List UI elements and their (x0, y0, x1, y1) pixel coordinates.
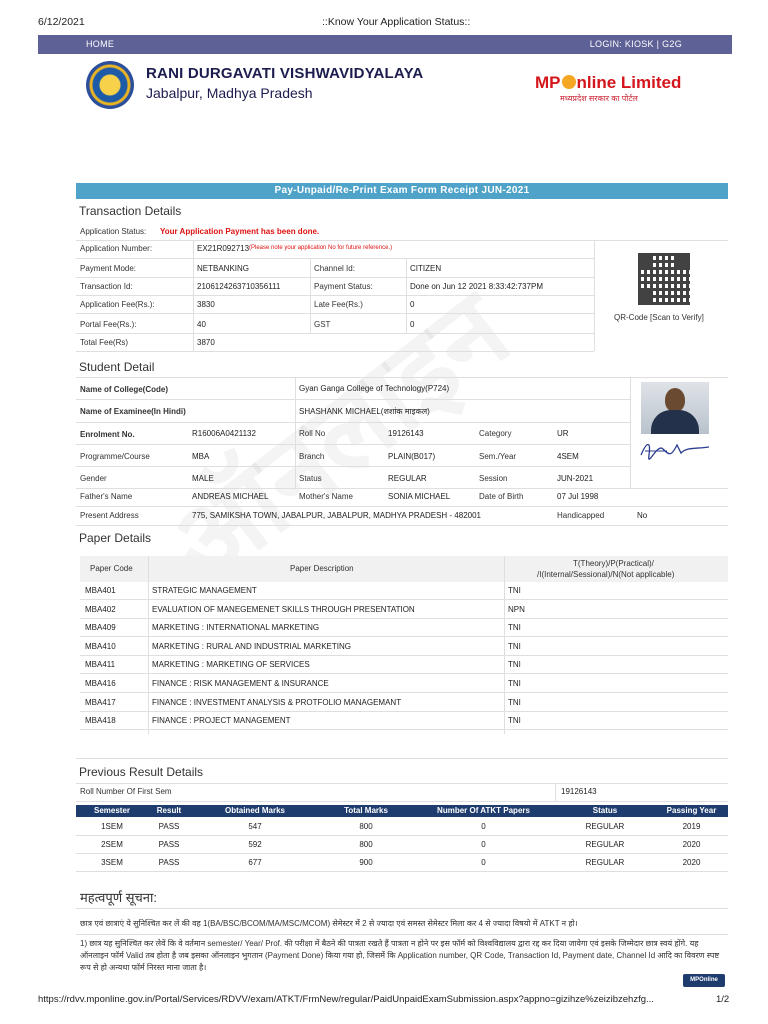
paper-desc-header: Paper Description (290, 564, 354, 573)
table-row-divider (80, 599, 728, 600)
table-row-divider (80, 692, 728, 693)
paper-type-cell: TNI (508, 679, 521, 688)
divider (76, 908, 728, 909)
paper-desc-cell: FINANCE : INVESTMENT ANALYSIS & PROTFOLIO MANAGEMANT (152, 697, 402, 707)
divider (148, 556, 149, 734)
paper-type-cell: NPN (508, 604, 525, 614)
transaction-heading: Transaction Details (79, 204, 182, 218)
paper-type-cell: TNI (508, 697, 521, 707)
paper-code-cell: MBA409 (85, 623, 116, 633)
result-cell: 2020 (682, 840, 701, 849)
result-cell: 0 (481, 840, 486, 849)
session-label: Session (479, 474, 508, 483)
paper-code-cell: MBA416 (85, 679, 116, 688)
notice-line-1: छात्र एवं छात्राएं ये सुनिश्चित कर लें की वह 1(BA/BSC/BCOM/MA/MSC/MCOM) सेमेस्टर में 2 से ज्यादा एवं समस्त सेमेस्टर मिला कर 4 से ज्यादा विषयो में ATKT न हो। (80, 919, 578, 928)
father-name-label: Father's Name (80, 492, 133, 501)
paper-code-cell: MBA401 (85, 586, 116, 595)
divider (76, 240, 728, 241)
handicapped-value: No (637, 511, 648, 520)
divider (76, 934, 728, 935)
print-date: 6/12/2021 (38, 16, 85, 28)
paper-code-header: Paper Code (90, 564, 133, 573)
result-cell: 0 (481, 822, 486, 831)
status-label: Status (299, 474, 322, 483)
paper-type-header-2: /I(Internal/Sessional)/N(Not applicable) (537, 570, 675, 579)
late-fee-label: Late Fee(Rs.) (314, 300, 363, 309)
portal-fee-label: Portal Fee(Rs.): (80, 320, 137, 329)
divider (76, 488, 728, 489)
category-value: UR (557, 429, 569, 438)
qr-code-icon[interactable] (638, 253, 690, 305)
paper-desc-cell: MARKETING : RURAL AND INDUSTRIAL MARKETING (152, 641, 351, 651)
table-row-divider (80, 729, 728, 730)
divider (76, 399, 630, 400)
enrolment-value: R16006A0421132 (192, 429, 256, 438)
divider (76, 422, 630, 423)
first-sem-roll-value: 19126143 (561, 787, 597, 796)
gender-label: Gender (80, 474, 107, 483)
result-cell: 800 (359, 822, 373, 831)
result-cell: PASS (158, 840, 180, 849)
divider (504, 556, 505, 734)
result-column-header: Semester (93, 806, 131, 815)
college-value: Gyan Ganga College of Technology(P724) (299, 384, 450, 393)
paper-type-cell: TNI (508, 623, 521, 633)
divider (310, 258, 311, 333)
programme-label: Programme/Course (80, 452, 150, 461)
examinee-value: SHASHANK MICHAEL(शशांक माइकल) (299, 407, 430, 416)
divider (295, 377, 296, 488)
application-status-label: Application Status: (80, 227, 147, 236)
paper-code-cell: MBA417 (85, 697, 116, 707)
result-cell: 547 (248, 822, 262, 831)
result-column-header: Passing Year (666, 806, 717, 815)
roll-label: Roll No (299, 429, 326, 438)
site-header (38, 55, 732, 121)
handicapped-label: Handicapped (557, 511, 605, 520)
transaction-id-label: Transaction Id: (80, 282, 133, 291)
paper-desc-cell: EVALUATION OF MANEGEMENET SKILLS THROUGH PRESENTATION (152, 604, 415, 614)
examinee-label: Name of Examinee(In Hindi) (80, 407, 186, 416)
result-column-header: Total Marks (344, 806, 388, 815)
divider (193, 240, 194, 351)
table-row-divider (80, 636, 728, 637)
paper-type-cell: TNI (508, 716, 521, 726)
mother-name-value: SONIA MICHAEL (388, 492, 451, 501)
divider (555, 783, 556, 801)
address-label: Present Address (80, 511, 139, 520)
divider (406, 258, 407, 333)
table-row-divider (76, 835, 728, 836)
mponline-logo: MP nline Limited (535, 73, 682, 92)
qr-caption: QR-Code [Scan to Verify] (614, 313, 704, 322)
receipt-title: Pay-Unpaid/Re-Print Exam Form Receipt JUN-2021 (76, 183, 728, 199)
university-name: RANI DURGAVATI VISHWAVIDYALAYA (146, 65, 424, 82)
application-status-value: Your Application Payment has been done. (160, 227, 320, 236)
paper-code-cell: MBA410 (85, 641, 116, 651)
category-label: Category (479, 429, 512, 438)
programme-value: MBA (192, 452, 210, 461)
divider (76, 783, 728, 784)
roll-value: 19126143 (388, 429, 424, 438)
divider (76, 758, 728, 759)
table-row-divider (80, 618, 728, 619)
status-value: REGULAR (388, 474, 427, 483)
table-row-divider (80, 711, 728, 712)
mother-name-label: Mother's Name (299, 492, 353, 501)
application-fee-value: 3830 (197, 300, 215, 309)
student-heading: Student Detail (79, 360, 155, 374)
application-number-value: EX21R092713 (197, 244, 250, 253)
paper-type-cell: TNI (508, 641, 521, 651)
student-photo (641, 382, 709, 434)
divider (630, 377, 631, 488)
total-fee-label: Total Fee(Rs) (80, 338, 129, 347)
college-label: Name of College(Code) (80, 385, 169, 394)
university-city: Jabalpur, Madhya Pradesh (146, 85, 313, 101)
notice-line-2: 1) छात्र यह सुनिश्चित कर लेवें कि वे वर्तमान semester/ Year/ Prof. की परीक्षा में बैठने की पात्रता रखते हैं पात्रता न होने पर इस फॉर्म को विश्वविद्यालय द्वारा रद्द कर दिया जावेगा एवं इसके जिम्मेदार छात्र स्वयं होंगे. यह ऑनलाइन फॉर्म Valid तब होता है जब इसका ऑनलाइन भुगतान (Payment Done) किया गया हो, जिसमें कि Application number, QR Code, Transaction Id, Payment date, Channel Id आदि का विवरण स्पष्ट रूप से हो अन्यथा फॉर्म निरस्त माना जाता है। (80, 939, 720, 972)
table-row-divider (80, 673, 728, 674)
dob-label: Date of Birth (479, 492, 524, 501)
result-cell: 800 (359, 840, 373, 849)
divider (594, 240, 595, 351)
result-column-header: Number Of ATKT Papers (437, 806, 530, 815)
result-cell: 3SEM (101, 858, 123, 867)
divider (76, 801, 728, 802)
father-name-value: ANDREAS MICHAEL (192, 492, 269, 501)
nav-home-link[interactable]: HOME (86, 39, 115, 49)
result-column-header: Result (156, 806, 182, 815)
divider (76, 466, 630, 467)
mponline-globe-icon (562, 75, 576, 89)
paper-type-cell: TNI (508, 660, 521, 670)
paper-heading: Paper Details (79, 531, 152, 545)
student-signature (637, 437, 713, 463)
result-heading: Previous Result Details (79, 765, 204, 779)
result-cell: 2020 (682, 858, 701, 867)
result-column-header: Obtained Marks (224, 806, 285, 815)
branch-label: Branch (299, 452, 325, 461)
application-fee-label: Application Fee(Rs.): (80, 300, 155, 309)
table-row-divider (76, 871, 728, 872)
nav-login-link[interactable]: LOGIN: KIOSK | G2G (589, 39, 682, 49)
result-cell: 592 (248, 840, 262, 849)
first-sem-roll-label: Roll Number Of First Sem (80, 787, 172, 796)
total-fee-value: 3870 (197, 338, 215, 347)
mponline-badge: MPOnline (683, 974, 725, 987)
payment-mode-label: Payment Mode: (80, 264, 137, 273)
result-cell: 0 (481, 858, 486, 867)
result-cell: 900 (359, 858, 373, 867)
payment-mode-value: NETBANKING (197, 264, 250, 273)
paper-type-cell: TNI (508, 586, 521, 595)
transaction-id-value: 2106124263710356111 (197, 282, 281, 291)
gst-label: GST (314, 320, 331, 329)
result-cell: REGULAR (585, 840, 625, 849)
divider (76, 444, 630, 445)
university-logo-icon (86, 61, 134, 109)
gst-value: 0 (410, 320, 415, 329)
paper-desc-cell: MARKETING : MARKETING OF SERVICES (152, 660, 310, 670)
result-cell: REGULAR (585, 822, 625, 831)
divider (76, 295, 594, 296)
divider (76, 506, 728, 507)
print-page-number: 1/2 (716, 994, 730, 1005)
result-cell: REGULAR (585, 858, 625, 867)
result-cell: 2SEM (101, 840, 123, 849)
mponline-tagline: मध्यप्रदेश सरकार का पोर्टल (560, 94, 638, 103)
divider (76, 277, 594, 278)
session-value: JUN-2021 (557, 474, 594, 483)
paper-desc-cell: FINANCE : PROJECT MANAGEMENT (152, 716, 291, 726)
result-cell: 677 (248, 858, 262, 867)
gender-value: MALE (192, 474, 214, 483)
application-number-note: (Please note your application No for future reference.) (249, 245, 393, 251)
address-value: 775, SAMIKSHA TOWN, JABALPUR, JABALPUR, MADHYA PRADESH - 482001 (192, 511, 481, 520)
divider (76, 351, 594, 352)
result-cell: PASS (158, 858, 180, 867)
paper-code-cell: MBA418 (85, 716, 116, 726)
result-column-header: Status (592, 806, 618, 815)
paper-desc-cell: MARKETING : INTERNATIONAL MARKETING (152, 623, 320, 633)
notice-heading: महत्वपूर्ण सूचना: (80, 890, 157, 905)
sem-value: 4SEM (557, 452, 579, 461)
divider (76, 258, 594, 259)
top-nav-bar (38, 35, 732, 54)
divider (76, 525, 728, 526)
table-row-divider (76, 853, 728, 854)
result-cell: 1SEM (101, 822, 123, 831)
print-title: ::Know Your Application Status:: (322, 16, 471, 28)
dob-value: 07 Jul 1998 (557, 492, 599, 501)
result-cell: PASS (158, 822, 180, 831)
payment-status-value: Done on Jun 12 2021 8:33:42:737PM (410, 282, 543, 291)
paper-type-header-1: T(Theory)/P(Practical)/ (573, 559, 654, 568)
paper-desc-cell: STRATEGIC MANAGEMENT (152, 586, 257, 595)
branch-value: PLAIN(B017) (388, 452, 436, 461)
divider (76, 333, 594, 334)
sem-label: Sem./Year (479, 452, 517, 461)
table-row-divider (80, 655, 728, 656)
result-cell: 2019 (682, 822, 701, 831)
portal-fee-value: 40 (197, 320, 206, 329)
late-fee-value: 0 (410, 300, 415, 309)
paper-desc-cell: FINANCE : RISK MANAGEMENT & INSURANCE (152, 679, 329, 688)
application-number-label: Application Number: (80, 244, 153, 253)
enrolment-label: Enrolment No. (80, 430, 135, 439)
channel-id-value: CITIZEN (410, 264, 442, 273)
print-url: https://rdvv.mponline.gov.in/Portal/Services/RDVV/exam/ATKT/FrmNew/regular/PaidUnpaidExamSubmission.aspx?appno=gizihze%zeizibzehzfg... (38, 994, 654, 1005)
paper-code-cell: MBA411 (85, 660, 116, 670)
paper-code-cell: MBA402 (85, 604, 116, 614)
divider (76, 313, 594, 314)
channel-id-label: Channel Id: (314, 264, 355, 273)
payment-status-label: Payment Status: (314, 282, 373, 291)
